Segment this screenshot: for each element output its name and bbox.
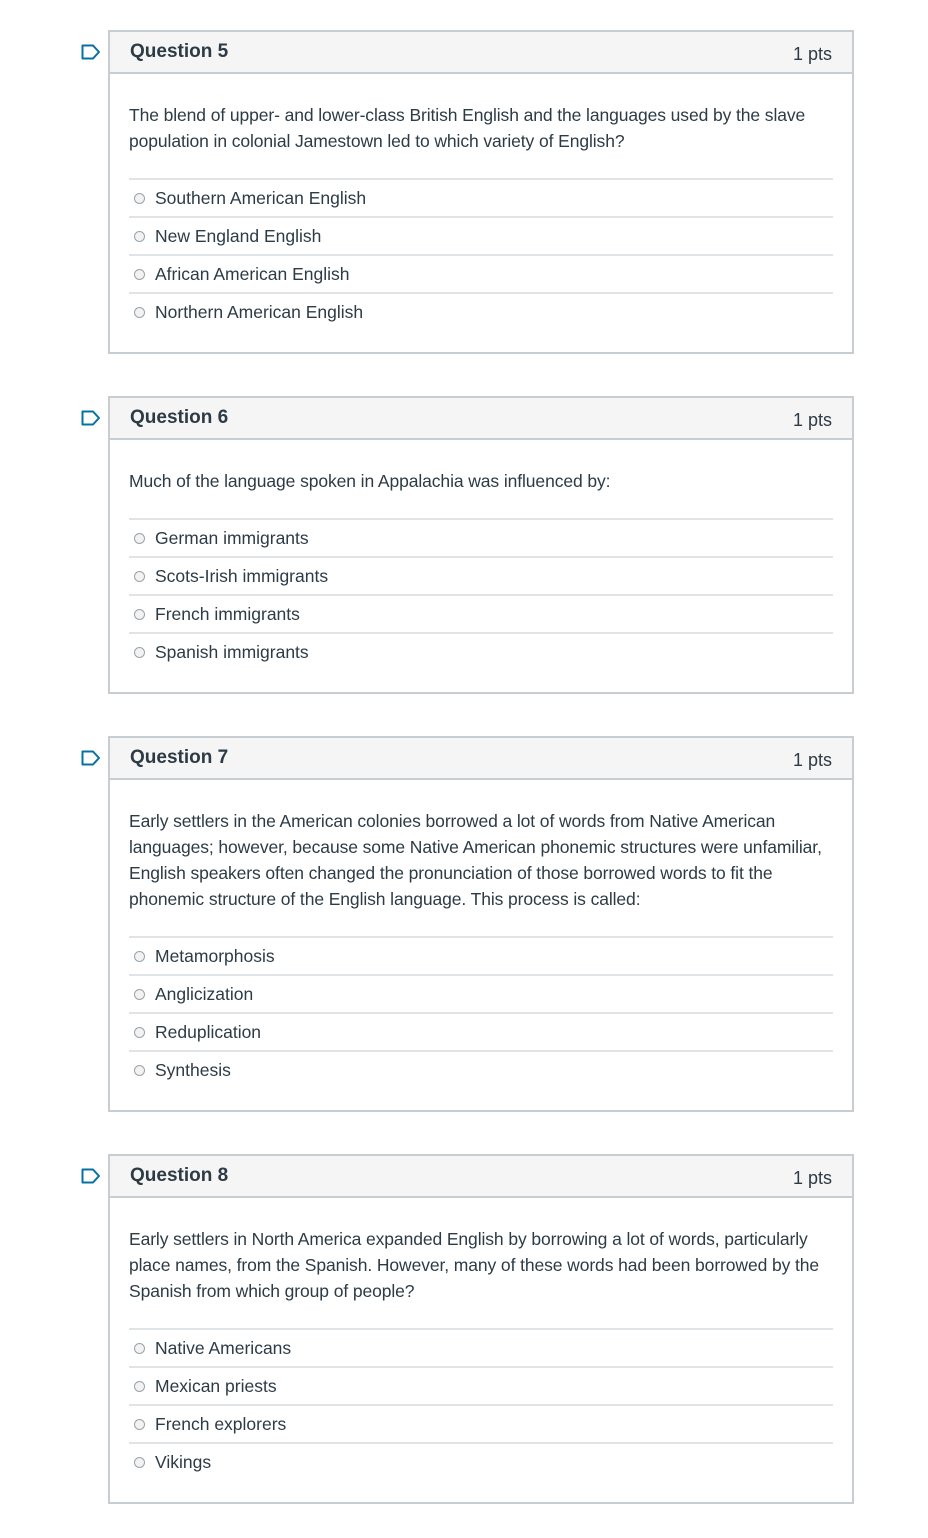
answer-label[interactable]: French immigrants (155, 603, 300, 624)
question-body (110, 1198, 852, 1504)
question-body (110, 440, 852, 694)
question-text: The blend of upper- and lower-class British English and the languages used by the slave population in colonial Jamestown led to which variety of English? (129, 105, 806, 151)
answer-label[interactable]: French explorers (155, 1413, 287, 1434)
answer-label[interactable]: Anglicization (155, 983, 254, 1004)
answer-list (129, 178, 833, 330)
question-7 (108, 736, 854, 1112)
answer-option[interactable] (129, 1406, 833, 1444)
answer-label[interactable]: Spanish immigrants (155, 641, 309, 662)
question-header (110, 1156, 852, 1198)
answer-option[interactable] (129, 596, 833, 634)
answer-label[interactable]: Scots-Irish immigrants (155, 565, 329, 586)
question-points: 1 pts (792, 1167, 832, 1188)
question-header (110, 398, 852, 440)
answer-option[interactable] (129, 218, 833, 256)
answer-label[interactable]: Metamorphosis (155, 945, 275, 966)
answer-label[interactable]: Native Americans (155, 1337, 292, 1358)
question-points: 1 pts (792, 749, 832, 770)
radio-button[interactable] (134, 571, 145, 582)
question-points: 1 pts (792, 409, 832, 430)
answer-list (129, 936, 833, 1088)
question-header (110, 738, 852, 780)
flag-question-icon[interactable] (81, 1168, 101, 1184)
radio-button[interactable] (134, 193, 145, 204)
radio-button[interactable] (134, 609, 145, 620)
radio-button[interactable] (134, 269, 145, 280)
answer-option[interactable] (129, 1368, 833, 1406)
radio-button[interactable] (134, 989, 145, 1000)
question-text: Much of the language spoken in Appalachia was influenced by: (129, 471, 611, 491)
radio-button[interactable] (134, 1343, 145, 1354)
question-body (110, 74, 852, 354)
question-5 (108, 30, 854, 354)
answer-label[interactable]: African American English (155, 263, 350, 284)
answer-option[interactable] (129, 634, 833, 670)
question-title: Question 8 (130, 1165, 229, 1186)
question-6 (108, 396, 854, 694)
question-body (110, 780, 852, 1112)
question-points: 1 pts (792, 43, 832, 64)
answer-list (129, 1328, 833, 1480)
answer-option[interactable] (129, 1444, 833, 1480)
answer-option[interactable] (129, 180, 833, 218)
answer-label[interactable]: Northern American English (155, 301, 364, 322)
question-8 (108, 1154, 854, 1504)
question-title: Question 5 (130, 41, 229, 62)
answer-label[interactable]: New England English (155, 225, 322, 246)
radio-button[interactable] (134, 533, 145, 544)
answer-label[interactable]: Southern American English (155, 187, 367, 208)
radio-button[interactable] (134, 1065, 145, 1076)
answer-label[interactable]: Mexican priests (155, 1375, 277, 1396)
flag-question-icon[interactable] (81, 44, 101, 60)
radio-button[interactable] (134, 307, 145, 318)
answer-option[interactable] (129, 1330, 833, 1368)
radio-button[interactable] (134, 951, 145, 962)
answer-option[interactable] (129, 294, 833, 330)
radio-button[interactable] (134, 647, 145, 658)
answer-list (129, 518, 833, 670)
question-title: Question 6 (130, 407, 229, 428)
flag-question-icon[interactable] (81, 410, 101, 426)
answer-option[interactable] (129, 1052, 833, 1088)
answer-option[interactable] (129, 256, 833, 294)
question-text: Early settlers in North America expanded English by borrowing a lot of words, particularly place names, from the Spanish. However, many of these words had been borrowed by the Spanish from which group of people? (129, 1229, 820, 1301)
question-header (110, 32, 852, 74)
question-title: Question 7 (130, 747, 229, 768)
question-text: Early settlers in the American colonies borrowed a lot of words from Native American languages; however, because some Native American phonemic structures were unfamiliar, English speakers often changed the pronunciation of those borrowed words to fit the phonemic structure of the English language. This process is called: (129, 811, 822, 909)
radio-button[interactable] (134, 1381, 145, 1392)
radio-button[interactable] (134, 1457, 145, 1468)
answer-label[interactable]: Synthesis (155, 1059, 231, 1080)
radio-button[interactable] (134, 1419, 145, 1430)
answer-label[interactable]: Vikings (155, 1451, 212, 1472)
radio-button[interactable] (134, 231, 145, 242)
answer-option[interactable] (129, 520, 833, 558)
radio-button[interactable] (134, 1027, 145, 1038)
answer-option[interactable] (129, 976, 833, 1014)
answer-label[interactable]: Reduplication (155, 1021, 262, 1042)
answer-option[interactable] (129, 938, 833, 976)
answer-option[interactable] (129, 558, 833, 596)
answer-label[interactable]: German immigrants (155, 527, 309, 548)
flag-question-icon[interactable] (81, 750, 101, 766)
answer-option[interactable] (129, 1014, 833, 1052)
